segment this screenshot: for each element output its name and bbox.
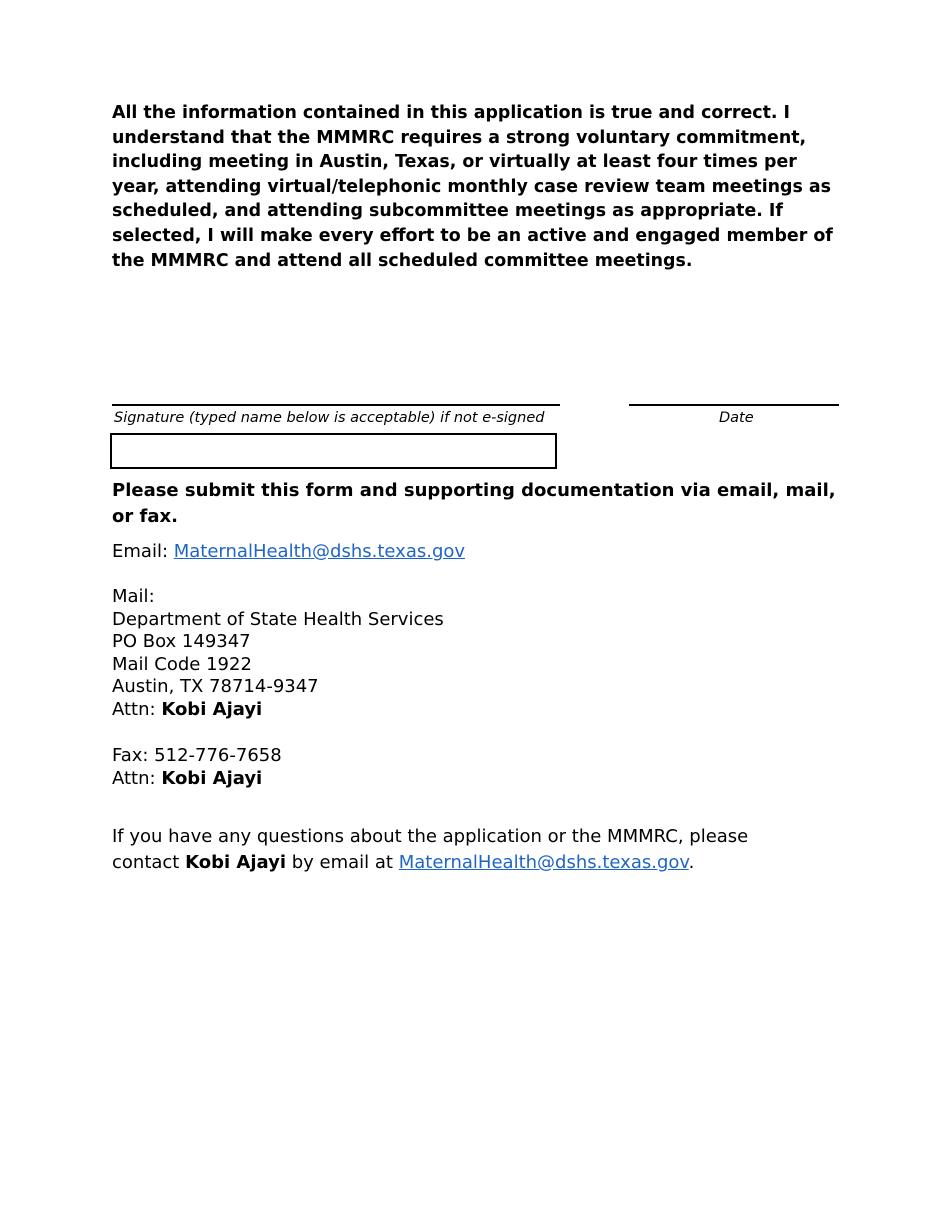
signature-line xyxy=(112,404,560,406)
fax-attn-name: Kobi Ajayi xyxy=(161,767,263,789)
typed-name-field[interactable] xyxy=(110,433,557,469)
mail-attn-label: Attn: xyxy=(112,698,162,720)
mail-attn-name: Kobi Ajayi xyxy=(161,698,263,720)
fax-section xyxy=(112,745,282,790)
mail-address-line: Austin, TX 78714-9347 xyxy=(112,676,319,698)
mail-address-line: Mail Code 1922 xyxy=(112,653,252,675)
email-label: Email: xyxy=(112,541,174,562)
questions-paragraph xyxy=(112,824,812,876)
questions-email-link[interactable]: MaternalHealth@dshs.texas.gov xyxy=(398,852,689,873)
submit-instructions-heading: Please submit this form and supporting documentation via email, mail, or fax. xyxy=(112,480,836,527)
questions-text-before: If you have any questions about the application or the MMMRC, please contact xyxy=(112,826,749,873)
date-label: Date xyxy=(719,410,754,426)
questions-text-middle: by email at xyxy=(286,852,399,873)
mail-section xyxy=(112,586,444,722)
fax-number: 512-776-7658 xyxy=(154,745,282,766)
signature-label: Signature (typed name below is acceptable) if not e-signed xyxy=(114,410,545,426)
mail-address-line: Department of State Health Services xyxy=(112,608,444,630)
mail-label: Mail: xyxy=(112,586,155,607)
mail-address-line: PO Box 149347 xyxy=(112,631,251,653)
questions-text-after: . xyxy=(688,852,695,873)
questions-contact-name: Kobi Ajayi xyxy=(185,852,287,873)
date-line xyxy=(629,404,839,406)
email-section xyxy=(112,541,465,564)
email-link[interactable]: MaternalHealth@dshs.texas.gov xyxy=(173,541,466,562)
fax-attn-label: Attn: xyxy=(112,767,162,789)
certification-statement: All the information contained in this application is true and correct. I understand that the MMMRC requires a strong voluntary commitment, including meeting in Austin, Texas, or virtually at least four times per year, attending virtual/telephonic monthly case review team meetings as scheduled, and attending subcommittee meetings as appropriate. If selected, I will make every effort to be an active and engaged member of the MMMRC and attend all scheduled committee meetings. xyxy=(112,103,833,271)
fax-label: Fax: xyxy=(112,745,155,766)
